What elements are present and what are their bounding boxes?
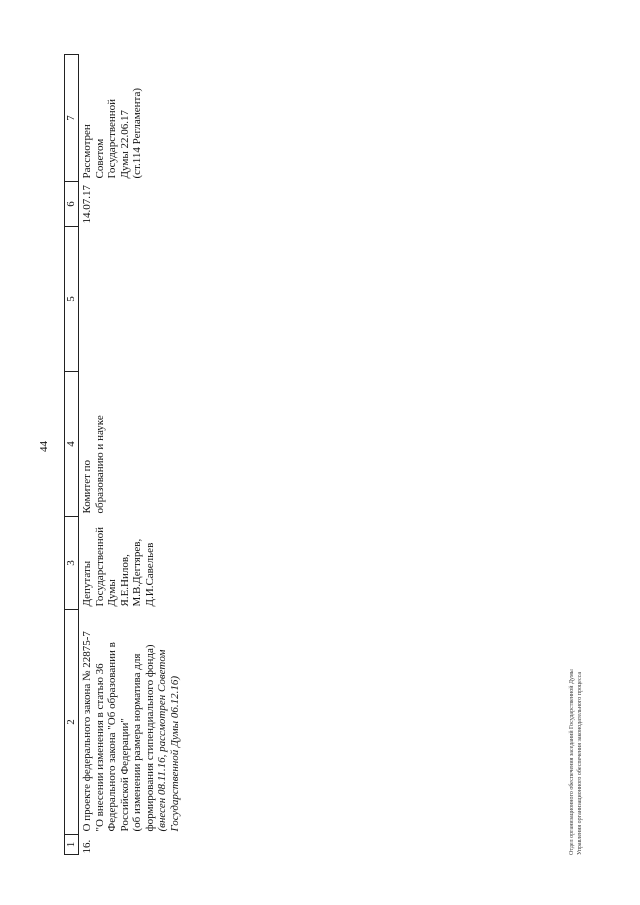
bill-title-line: О проекте федерального закона № 22875-7 <box>81 631 93 832</box>
bill-title-line: Российской Федерации" <box>118 718 131 832</box>
status-line: Государственной <box>106 98 118 179</box>
date-cell: 14.07.17 <box>81 185 93 224</box>
author-line: Государственной <box>93 526 106 607</box>
bill-note-line: Государственной Думы 06.12.16) <box>168 675 181 832</box>
column-header-5: 5 <box>65 227 79 372</box>
author-line: Д.И.Савельев <box>143 542 156 607</box>
author-line: Думы <box>106 579 118 607</box>
author-line: Депутаты <box>81 560 93 607</box>
status-line: Советом <box>93 138 106 179</box>
footer-line: Отдел организационного обеспечения заседаний Государственной Думы <box>569 669 575 855</box>
column-header-2: 2 <box>65 610 79 835</box>
committee-cell <box>79 372 182 517</box>
bill-table <box>64 54 181 855</box>
bill-note-line: (внесен 08.11.16, рассмотрен Советом <box>156 649 168 832</box>
committee-line: образованию и науке <box>93 415 106 514</box>
column-header-1: 1 <box>65 835 79 855</box>
footer-line: Управления организационного обеспечения законодательного процесса <box>577 671 583 855</box>
bill-title-line: формирования стипендиального фонда) <box>143 644 156 832</box>
bill-title-cell <box>79 610 182 835</box>
committee-line: Комитет по <box>81 459 93 514</box>
author-line: Я.Е.Нилов, <box>118 554 131 607</box>
bill-title-line: "О внесении изменения в статью 36 <box>93 663 106 832</box>
status-line: (ст.114 Регламента) <box>131 87 143 179</box>
footer <box>568 595 584 855</box>
author-line: М.В.Дегтярев, <box>131 538 143 607</box>
status-line: Рассмотрен <box>81 124 93 179</box>
author-cell <box>79 517 182 610</box>
column-header-6: 6 <box>65 182 79 227</box>
bill-title-line: Федерального закона "Об образовании в <box>106 642 118 832</box>
status-line: Думы 22.06.17 <box>118 110 131 179</box>
rotated-table-container <box>64 55 181 855</box>
column-5-cell <box>79 227 182 372</box>
row-number: 16. <box>81 839 93 854</box>
column-header-7: 7 <box>65 55 79 182</box>
status-cell <box>79 55 182 182</box>
page-number: 44 <box>38 441 50 452</box>
table-row <box>79 55 182 855</box>
column-header-4: 4 <box>65 372 79 517</box>
table-header-row <box>65 55 79 855</box>
bill-title-line: (об изменении размера норматива для <box>131 653 143 832</box>
column-header-3: 3 <box>65 517 79 610</box>
